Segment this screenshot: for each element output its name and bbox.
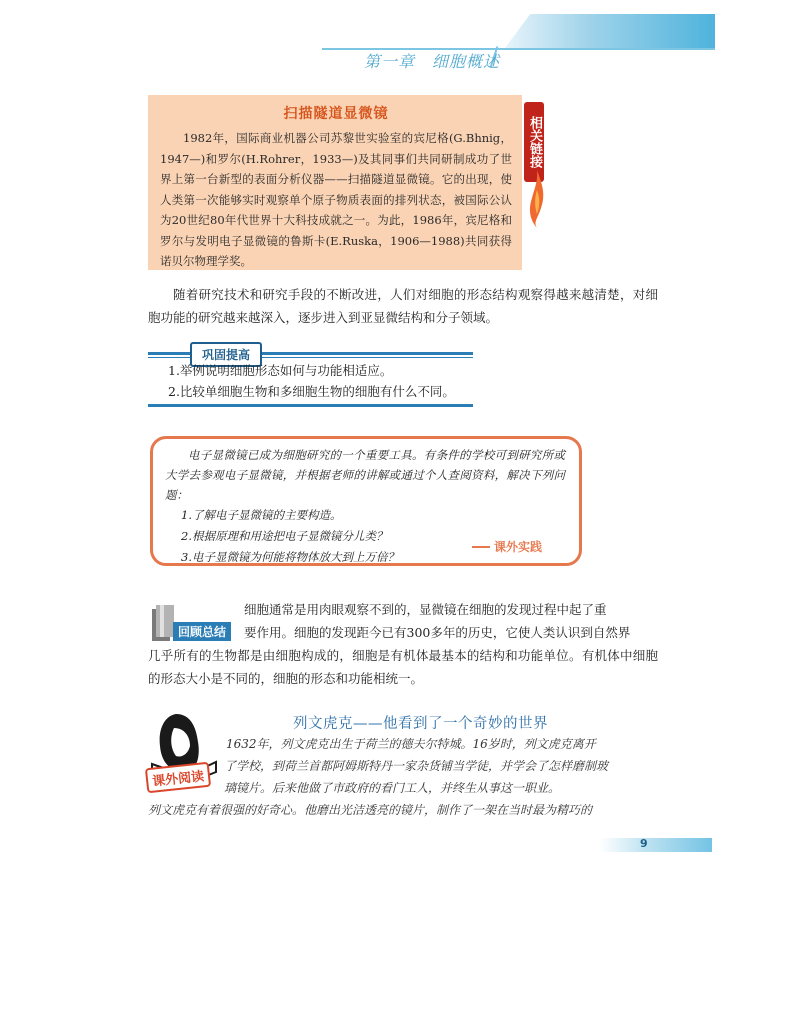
practice-item: 1.了解电子显微镜的主要构造。 <box>181 508 342 522</box>
flame-icon <box>528 170 546 228</box>
reading-text <box>148 733 653 821</box>
reading-line: 列文虎克有着很强的好奇心。他磨出光洁透亮的镜片，制作了一架在当时最为精巧的 <box>148 803 593 817</box>
review-line: 要作用。细胞的发现距今已有300多年的历史，它使人类认识到自然界 <box>244 625 631 640</box>
related-link-title: 扫描隧道显微镜 <box>283 106 389 122</box>
body-paragraph-1: 随着研究技术和研究手段的不断改进，人们对细胞的形态结构观察得越来越清楚，对细胞功能的研究越来越深入，逐步进入到亚显微结构和分子领域。 <box>148 287 658 325</box>
page-number: 9 <box>640 837 648 850</box>
reading-label: 课外阅读 <box>145 762 211 794</box>
consolidate-item: 2.比较单细胞生物和多细胞生物的细胞有什么不同。 <box>168 384 455 399</box>
chapter-title: 第一章 细胞概述 <box>364 52 501 71</box>
reading-line: 璃镜片。后来他做了市政府的看门工人，并终生从事这一职业。 <box>224 781 561 795</box>
related-link-text: 1982年，国际商业机器公司苏黎世实验室的宾尼格(G.Bhnig，1947—)和罗尔(H.Rohrer，1933—)及其同事们共同研制成功了世界上第一台新型的表面分析仪器——扫描隧道显微镜。它的出现，使人类第一次能够实时观察单个原子物质表面的排列状态，被国际公认为20世纪80年代世界十大科技成就之一。为此，1986年，宾尼格和罗尔与发明电子显微镜的鲁斯卡(E.Ruska，1906—1988)共同获得诺贝尔物理学奖。 <box>160 131 512 268</box>
consolidate-list <box>168 360 455 402</box>
review-label: 回顾总结 <box>173 622 231 641</box>
review-line: 几乎所有的生物都是由细胞构成的，细胞是有机体最基本的结构和功能单位。有机体中细胞的形态大小是不同的，细胞的形态和功能相统一。 <box>148 648 658 686</box>
consolidate-label: 巩固提高 <box>190 342 262 367</box>
practice-item: 3.电子显微镜为何能将物体放大到上万倍？ <box>181 550 399 564</box>
practice-item: 2.根据原理和用途把电子显微镜分儿类？ <box>181 529 388 543</box>
practice-intro: 电子显微镜已成为细胞研究的一个重要工具。有条件的学校可到研究所或大学去参观电子显微镜，并根据老师的讲解或通过个人查阅资料，解决下列问题： <box>165 448 565 502</box>
reading-line: 1632年，列文虎克出生于荷兰的德夫尔特城。16岁时，列文虎克离开 <box>226 737 596 751</box>
related-link-box <box>148 95 522 270</box>
consolidate-bottom-rule <box>148 404 473 407</box>
header-decor-band <box>505 14 715 48</box>
reading-title: 列文虎克——他看到了一个奇妙的世界 <box>293 716 548 732</box>
consolidate-item: 1.举例说明细胞形态如何与功能相适应。 <box>168 363 393 378</box>
related-link-tab: 相关链接 <box>524 102 544 182</box>
footer-decor-band <box>600 838 712 852</box>
reading-line: 了学校，到荷兰首都阿姆斯特丹一家杂货铺当学徒，并学会了怎样磨制玻 <box>224 759 609 773</box>
practice-label: 课外实践 <box>490 538 546 555</box>
review-line: 细胞通常是用肉眼观察不到的，显微镜在细胞的发现过程中起了重 <box>244 602 607 617</box>
review-paragraph <box>148 598 658 690</box>
